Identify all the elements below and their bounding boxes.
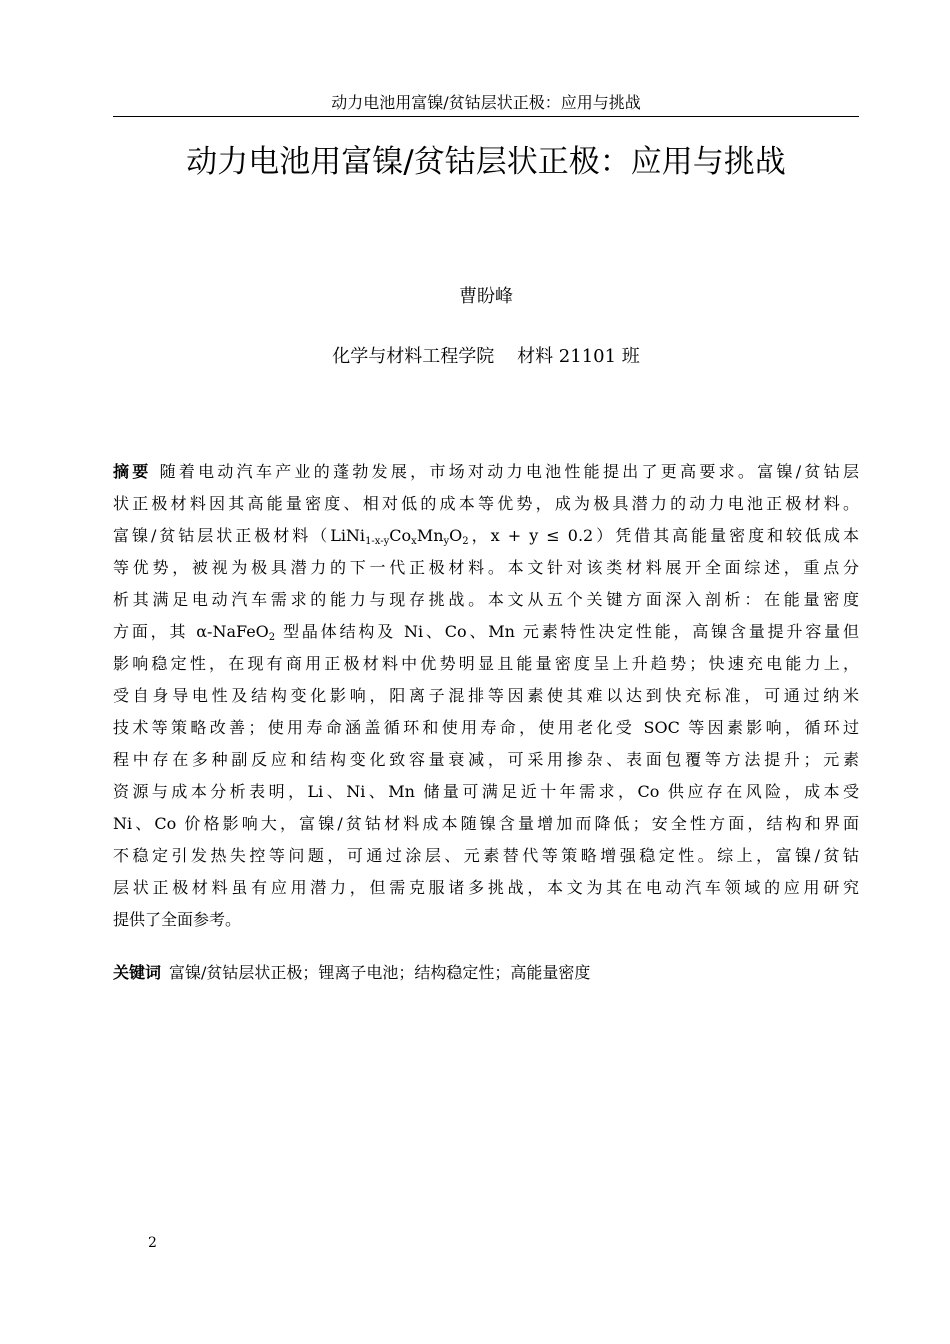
formula-subscript: 1-x-y <box>365 536 390 547</box>
abstract-line: 影响稳定性，在现有商用正极材料中优势明显且能量密度呈上升趋势；快速充电能力上， <box>113 654 859 673</box>
abstract-line: 等优势，被视为极具潜力的下一代正极材料。本文针对该类材料展开全面综述，重点分 <box>113 558 859 577</box>
abstract-text: 富镍/贫钴层状正极材料（LiNi <box>113 526 366 545</box>
abstract-line: 状正极材料因其高能量密度、相对低的成本等优势，成为极具潜力的动力电池正极材料。 <box>113 494 859 513</box>
formula-subscript: 2 <box>462 536 469 547</box>
keywords-label: 关键词 <box>113 963 162 982</box>
page-number: 2 <box>148 1235 157 1251</box>
abstract-text: Co <box>389 526 412 545</box>
author-affiliation: 化学与材料工程学院 材料 21101 班 <box>332 346 640 367</box>
abstract-text: 随着电动汽车产业的蓬勃发展，市场对动力电池性能提出了更高要求。富镍/贫钴层 <box>159 462 859 481</box>
abstract-text: 型晶体结构及 Ni、Co、Mn 元素特性决定性能，高镍含量提升容量但 <box>275 622 859 641</box>
author-name: 曹盼峰 <box>459 286 513 307</box>
formula-subscript: y <box>443 536 450 547</box>
abstract-line: 层状正极材料虽有应用潜力，但需克服诸多挑战，本文为其在电动汽车领域的应用研究 <box>113 878 859 897</box>
keywords <box>113 960 859 986</box>
abstract-line: 程中存在多种副反应和结构变化致容量衰减，可采用掺杂、表面包覆等方法提升；元素 <box>113 750 859 769</box>
abstract-line: 析其满足电动汽车需求的能力与现存挑战。本文从五个关键方面深入剖析：在能量密度 <box>113 590 859 609</box>
abstract-line: 受自身导电性及结构变化影响，阳离子混排等因素使其难以达到快充标准，可通过纳米 <box>113 686 859 705</box>
abstract-text: 方面，其 α-NaFeO <box>113 622 269 641</box>
abstract-line <box>113 520 859 552</box>
abstract-text: O <box>449 526 463 545</box>
formula-subscript: 2 <box>268 632 276 643</box>
abstract-line: 资源与成本分析表明，Li、Ni、Mn 储量可满足近十年需求，Co 供应存在风险，成本受 <box>113 782 859 801</box>
abstract-text: ，x + y ≤ 0.2）凭借其高能量密度和较低成本 <box>468 526 859 545</box>
abstract-line <box>113 616 859 648</box>
abstract-line: 提供了全面参考。 <box>113 910 242 929</box>
abstract-line: Ni、Co 价格影响大，富镍/贫钴材料成本随镍含量增加而降低；安全性方面，结构和界面 <box>113 814 859 833</box>
keywords-text: 富镍/贫钴层状正极；锂离子电池；结构稳定性；高能量密度 <box>169 963 591 982</box>
abstract-line: 不稳定引发热失控等问题，可通过涂层、元素替代等策略增强稳定性。综上，富镍/贫钴 <box>113 846 859 865</box>
abstract-label: 摘要 <box>113 462 152 481</box>
abstract-line: 技术等策略改善；使用寿命涵盖循环和使用寿命，使用老化受 SOC 等因素影响，循环过 <box>113 718 859 737</box>
abstract <box>113 456 859 936</box>
abstract-line <box>113 456 859 488</box>
formula-subscript: x <box>411 536 417 547</box>
abstract-text: Mn <box>416 526 444 545</box>
running-header: 动力电池用富镍/贫钴层状正极：应用与挑战 <box>331 93 641 112</box>
page-title: 动力电池用富镍/贫钴层状正极：应用与挑战 <box>186 144 786 180</box>
header-rule <box>113 116 859 117</box>
